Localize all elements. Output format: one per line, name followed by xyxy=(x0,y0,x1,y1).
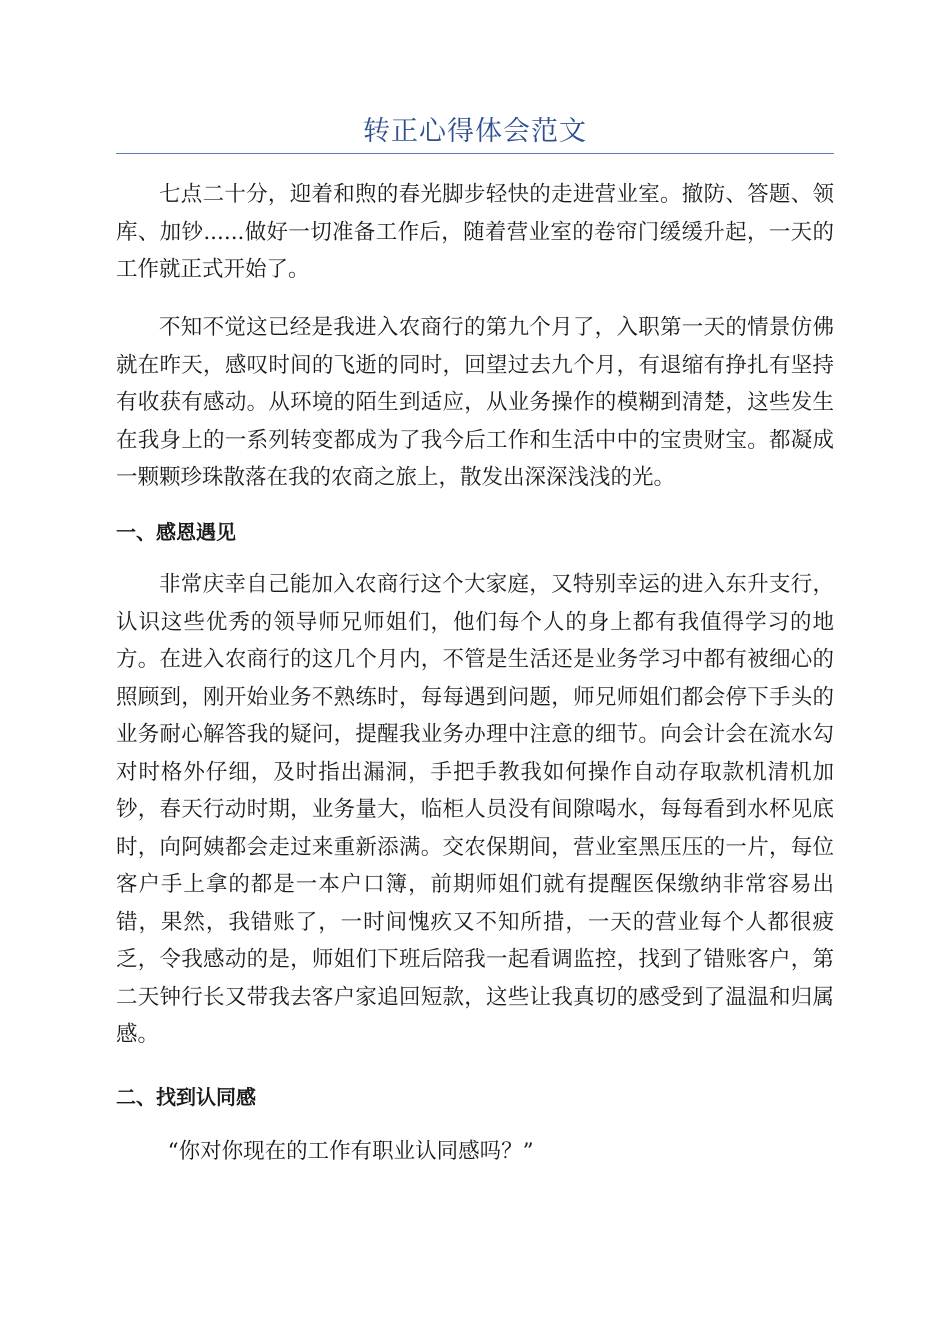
paragraph-gratitude: 非常庆幸自己能加入农商行这个大家庭，又特别幸运的进入东升支行，认识这些优秀的领导师兄师姐们，他们每个人的身上都有我值得学习的地方。在进入农商行的这几个月内，不管是生活还是业务学习中都有被细心的照顾到，刚开始业务不熟练时，每每遇到问题，师兄师姐们都会停下手头的业务耐心解答我的疑问，提醒我业务办理中注意的细节。向会计会在流水勾对时格外仔细，及时指出漏洞，手把手教我如何操作自动存取款机清机加钞，春天行动时期，业务量大，临柜人员没有间隙喝水，每每看到水杯见底时，向阿姨都会走过来重新添满。交农保期间，营业室黑压压的一片，每位客户手上拿的都是一本户口簿，前期师姐们就有提醒医保缴纳非常容易出错，果然，我错账了，一时间愧疚又不知所措，一天的营业每个人都很疲乏，令我感动的是，师姐们下班后陪我一起看调监控，找到了错账客户，第二天钟行长又带我去客户家追回短款，这些让我真切的感受到了温温和归属感。 xyxy=(116,572,834,1047)
paragraph-question: “你对你现在的工作有职业认同感吗？” xyxy=(167,1139,534,1164)
paragraph-reflection: 不知不觉这已经是我进入农商行的第九个月了，入职第一天的情景仿佛就在昨天，感叹时间的飞逝的同时，回望过去九个月，有退缩有挣扎有坚持有收获有感动。从环境的陌生到适应，从业务操作的模糊到清楚，这些发生在我身上的一系列转变都成为了我今后工作和生活中中的宝贵财宝。都凝成一颗颗珍珠散落在我的农商之旅上，散发出深深浅浅的光。 xyxy=(116,315,834,490)
section-heading-identity: 二、找到认同感 xyxy=(116,1085,256,1109)
title-underline xyxy=(116,153,834,154)
paragraph-opening: 七点二十分，迎着和煦的春光脚步轻快的走进营业室。撤防、答题、领库、加钞......做好一切准备工作后，随着营业室的卷帘门缓缓升起，一天的工作就正式开始了。 xyxy=(116,182,834,282)
section-heading-gratitude: 一、感恩遇见 xyxy=(116,520,236,544)
document-title: 转正心得体会范文 xyxy=(363,116,587,147)
